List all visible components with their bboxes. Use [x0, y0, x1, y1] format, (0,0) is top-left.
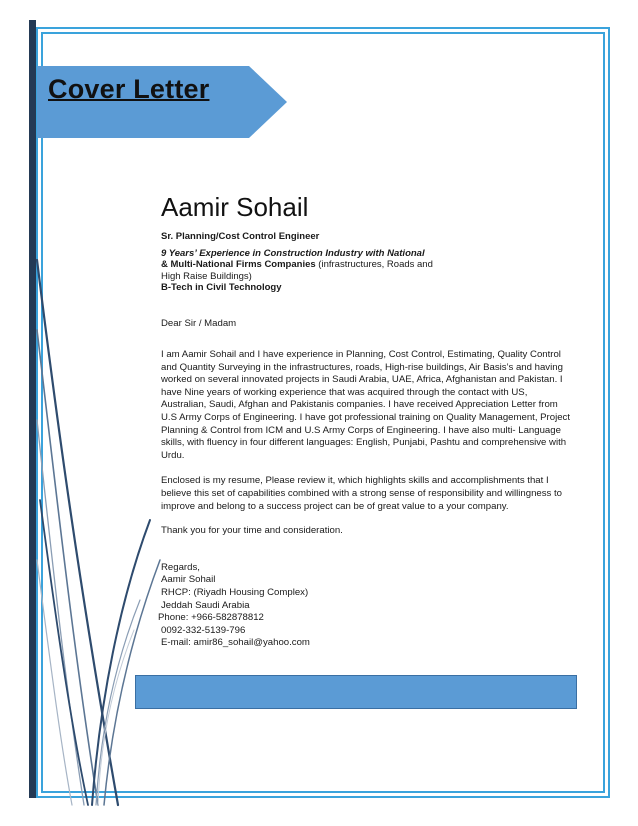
body-paragraph-1: I am Aamir Sohail and I have experience in Planning, Cost Control, Estimating, Quality Control and Quantity Surveying in the infrastructures, roads, High-rise buildings, Air Basis’s and having worked on several innovated projects in Saudi Arabia, UAE, Africa, Afghanistan and Pakistan. I have Nine years of working experience that was acquired through the contact with US, Australian, Saudi, Afghan and Pakistanis companies. I have received Appreciation Letter from U.S Army Corps of Engineering. I have got professional training on Quality Management, Project Planning & Control from ICM and U.S Army Corps of Engineering. I have also multi- Language skills, with fluency in four different languages: English, Punjabi, Pashtu and comprehensive with Urdu.: [161, 349, 571, 461]
degree: B-Tech in Civil Technology: [161, 282, 282, 293]
footer-band: [135, 675, 577, 709]
signature-email: E-mail: amir86_sohail@yahoo.com: [161, 637, 310, 649]
qualifications-block: [161, 231, 571, 294]
body-paragraph-2: Enclosed is my resume, Please review it, which highlights skills and accomplishments that I believe this set of capabilities combined with a strong sense of responsibility and willingness to improve and belong to a success project can be of great value to a your company.: [161, 475, 563, 512]
signature-name: Aamir Sohail: [161, 574, 216, 586]
body-paragraph-3: Thank you for your time and consideration.: [161, 525, 343, 537]
banner-title: Cover Letter: [48, 74, 210, 104]
signature-block: [158, 561, 571, 650]
experience-line-1: 9 Years’ Experience in Construction Industry with National: [161, 247, 425, 259]
signature-location: Jeddah Saudi Arabia: [161, 599, 250, 611]
experience-line-2-bold: & Multi-National Firms Companies: [161, 259, 316, 270]
signature-phone-2: 0092-332-5139-796: [161, 624, 246, 636]
closing: Regards,: [161, 561, 200, 573]
experience-line-3: High Raise Buildings): [161, 270, 252, 282]
signature-organization: RHCP: (Riyadh Housing Complex): [161, 587, 309, 598]
signature-phone: Phone: +966-582878812: [158, 612, 264, 624]
salutation: Dear Sir / Madam: [161, 317, 237, 329]
letter-content: [158, 192, 571, 650]
job-title: Sr. Planning/Cost Control Engineer: [161, 231, 320, 242]
experience-line-2-rest: (infrastructures, Roads and: [315, 259, 433, 270]
experience-line-2: [161, 259, 571, 271]
applicant-name: Aamir Sohail: [161, 192, 309, 222]
